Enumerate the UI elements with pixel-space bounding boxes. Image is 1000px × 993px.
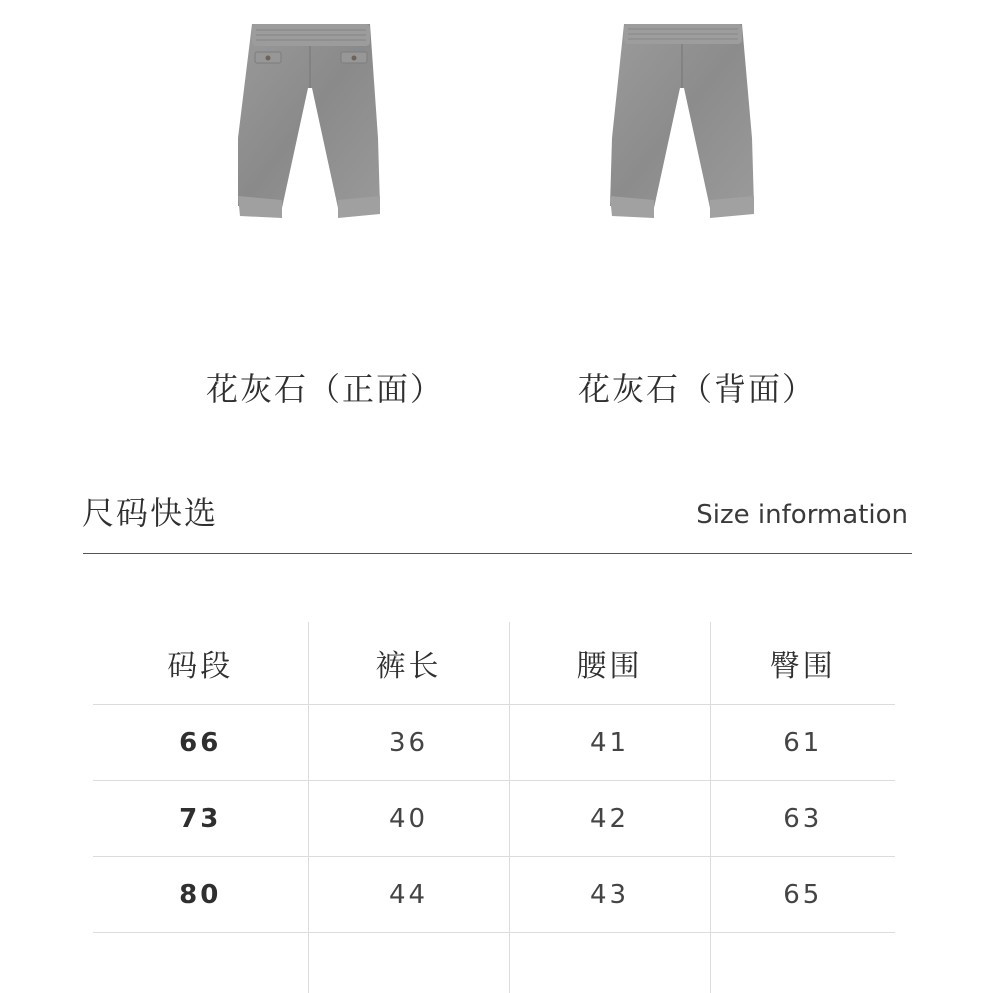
cell-waist: 43 [509, 857, 710, 933]
table-row [93, 781, 895, 857]
section-divider [83, 553, 912, 554]
cell-hip: 63 [710, 781, 895, 857]
cell-size-code: 66 [93, 705, 308, 781]
pants-front-image [230, 18, 390, 230]
front-view-caption: 花灰石（正面） [206, 364, 444, 410]
table-row [93, 857, 895, 933]
pants-back-image [602, 18, 762, 230]
cell-empty [93, 933, 308, 993]
header-waist: 腰围 [509, 622, 710, 705]
header-pants-length: 裤长 [308, 622, 509, 705]
size-section-subtitle: Size information [696, 500, 908, 530]
cell-hip: 61 [710, 705, 895, 781]
cell-size-code: 80 [93, 857, 308, 933]
header-hip: 臀围 [710, 622, 895, 705]
grey-jogger-pants-back-image [602, 18, 762, 230]
cell-waist: 42 [509, 781, 710, 857]
cell-empty [509, 933, 710, 993]
cell-empty [308, 933, 509, 993]
table-row [93, 705, 895, 781]
grey-jogger-pants-front-image [230, 18, 390, 230]
size-table [93, 622, 895, 993]
size-section-title: 尺码快选 [82, 488, 218, 534]
cell-pants-length: 36 [308, 705, 509, 781]
header-size-code: 码段 [93, 622, 308, 705]
cell-waist: 41 [509, 705, 710, 781]
back-view-caption: 花灰石（背面） [578, 364, 816, 410]
cell-hip: 65 [710, 857, 895, 933]
table-header-row [93, 622, 895, 705]
table-row-cut-off [93, 933, 895, 993]
cell-size-code: 73 [93, 781, 308, 857]
cell-pants-length: 44 [308, 857, 509, 933]
cell-empty [710, 933, 895, 993]
cell-pants-length: 40 [308, 781, 509, 857]
